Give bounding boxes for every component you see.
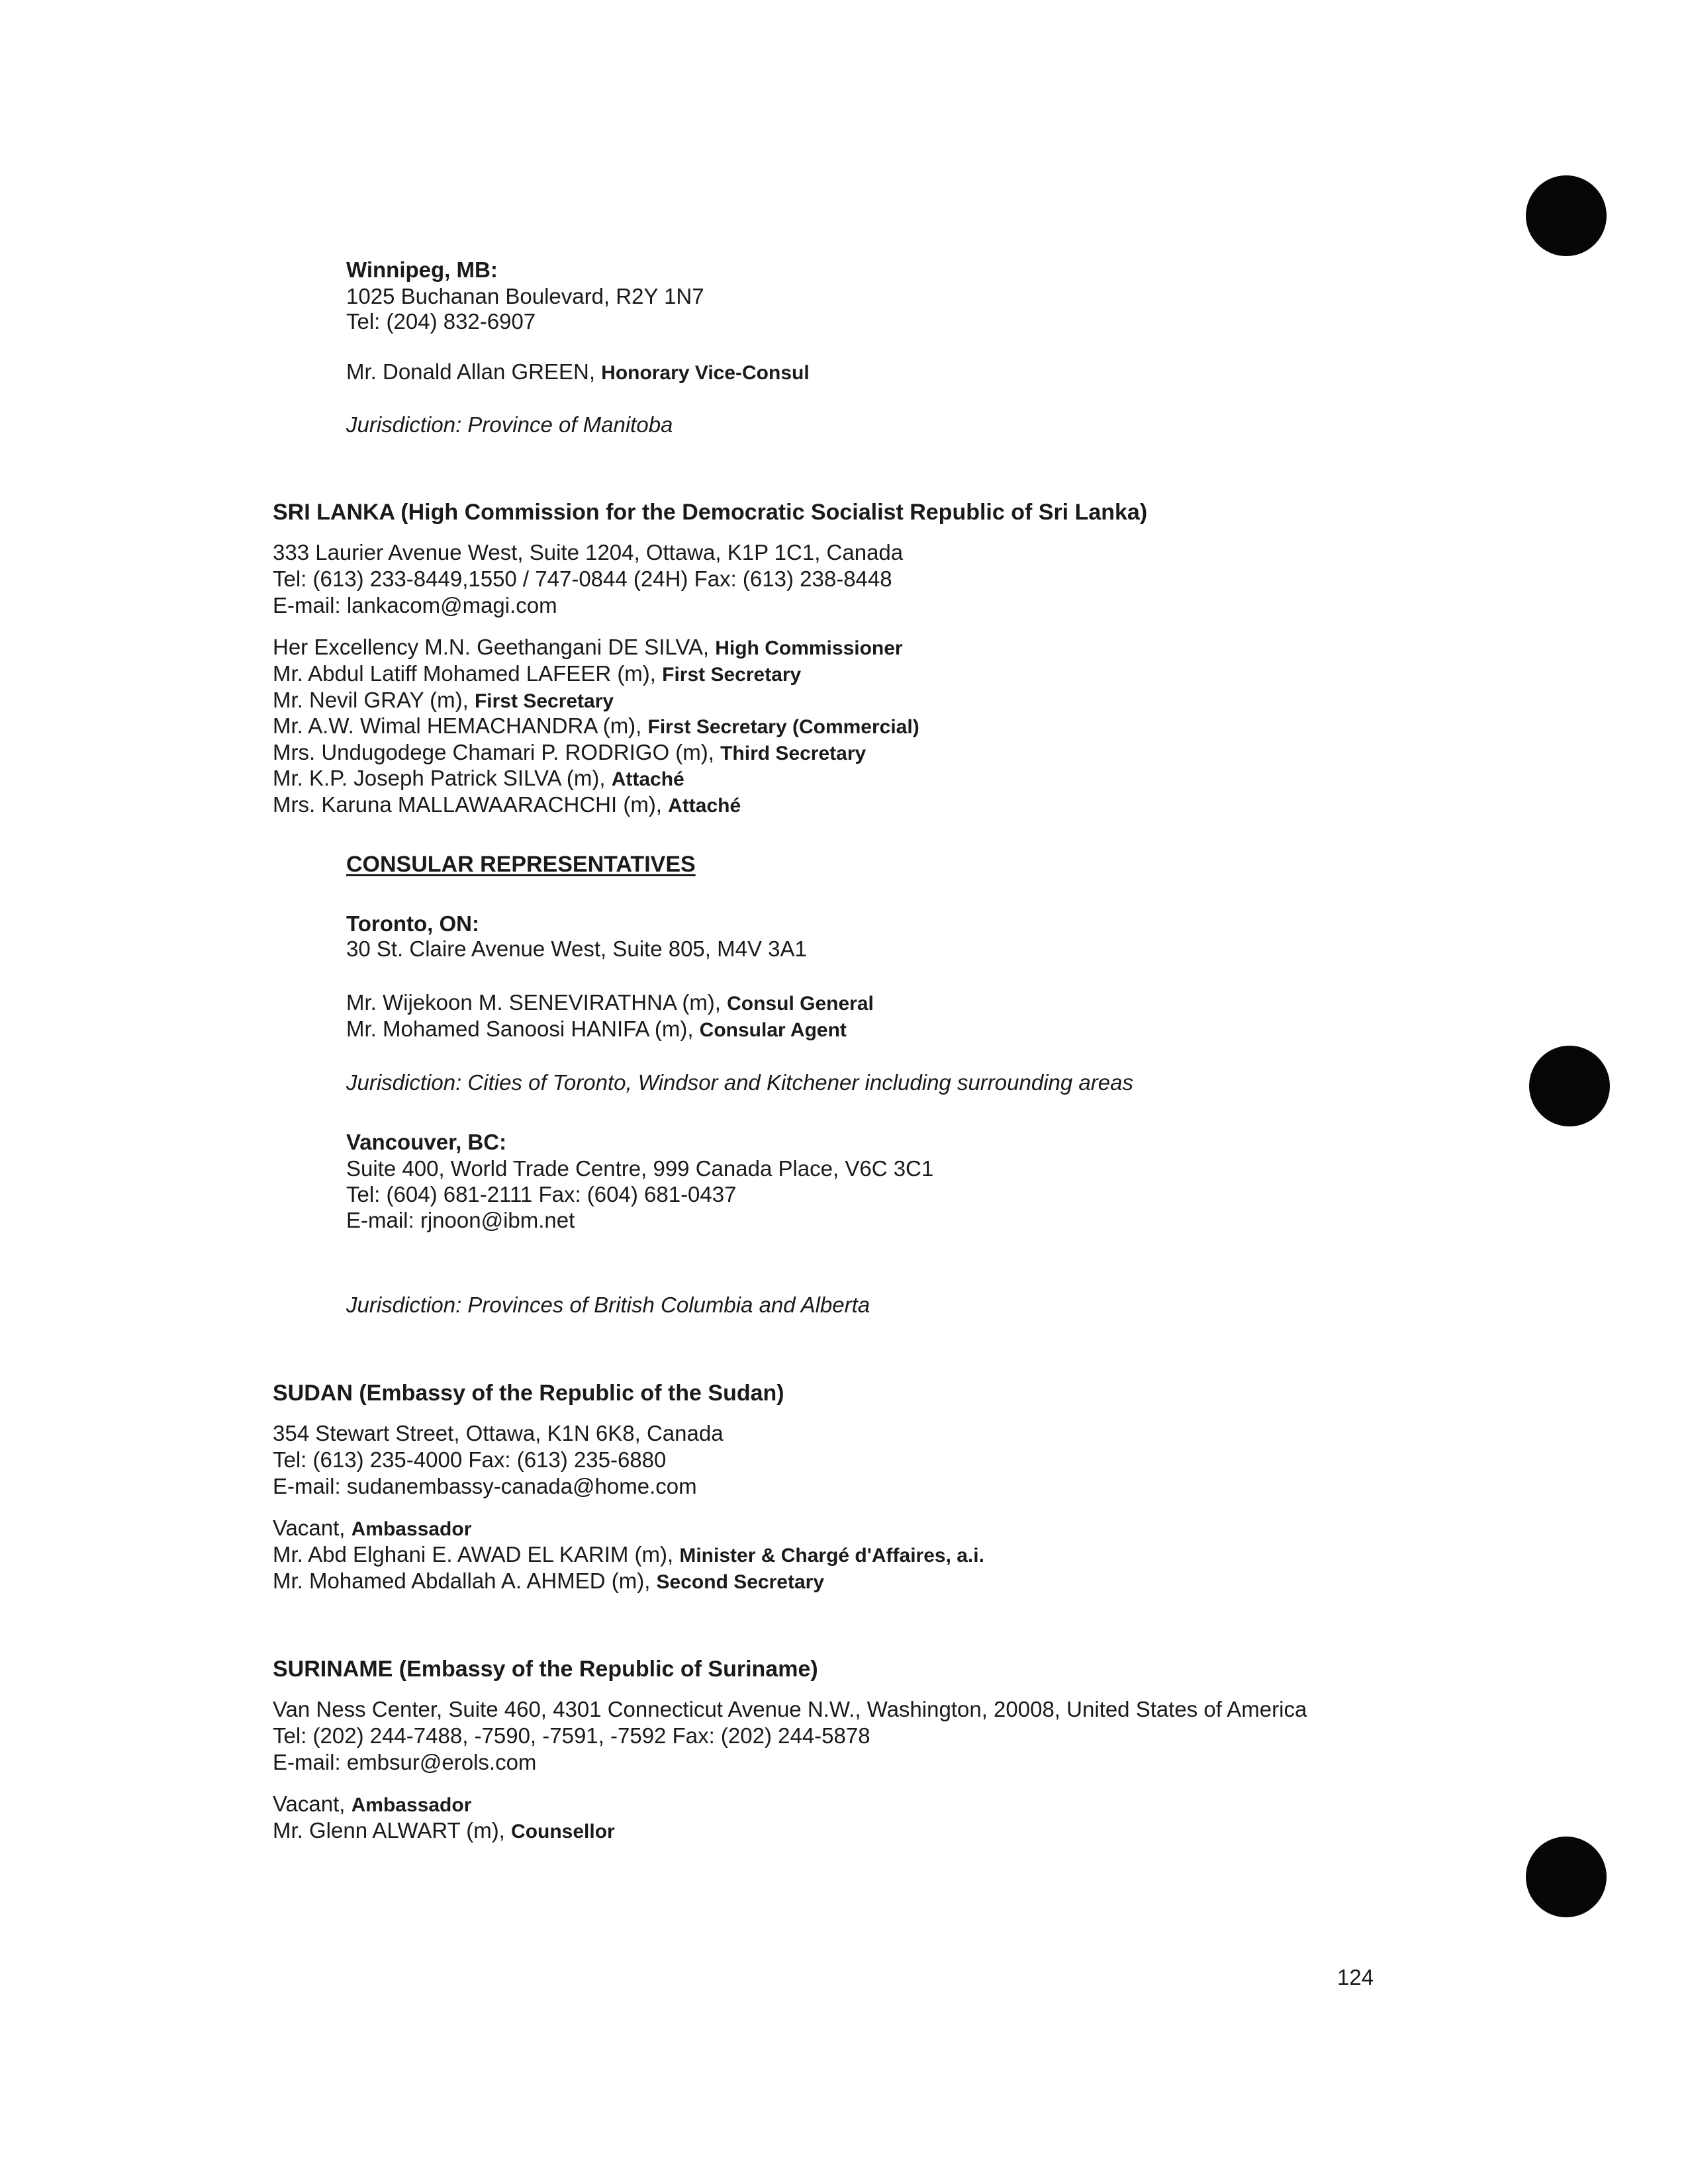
officer-name: Mr. Wijekoon M. SENEVIRATHNA (m), bbox=[346, 990, 727, 1015]
page-number: 124 bbox=[1337, 1965, 1374, 1989]
officer-title: Minister & Chargé d'Affaires, a.i. bbox=[679, 1545, 984, 1567]
officer-title: Honorary Vice-Consul bbox=[601, 362, 810, 384]
vancouver-address: Suite 400, World Trade Centre, 999 Canada Place, V6C 3C1 bbox=[346, 1156, 934, 1181]
sudan-officer bbox=[273, 1568, 824, 1596]
sudan-address: 354 Stewart Street, Ottawa, K1N 6K8, Canada bbox=[273, 1421, 724, 1445]
officer-title: Consul General bbox=[727, 993, 874, 1015]
toronto-heading: Toronto, ON: bbox=[346, 911, 479, 936]
sri-lanka-officer bbox=[273, 739, 866, 767]
officer-name: Mr. Donald Allan GREEN, bbox=[346, 359, 602, 384]
officer-name: Mr. Abdul Latiff Mohamed LAFEER (m), bbox=[273, 661, 663, 686]
winnipeg-tel: Tel: (204) 832-6907 bbox=[346, 309, 536, 334]
sri-lanka-officer bbox=[273, 713, 919, 741]
officer-name: Mr. Glenn ALWART (m), bbox=[273, 1818, 512, 1843]
sri-lanka-address: 333 Laurier Avenue West, Suite 1204, Ottawa, K1P 1C1, Canada bbox=[273, 540, 904, 565]
officer-title: Attaché bbox=[668, 795, 741, 817]
winnipeg-heading: Winnipeg, MB: bbox=[346, 257, 498, 282]
sudan-officer bbox=[273, 1541, 984, 1569]
sudan-heading: SUDAN (Embassy of the Republic of the Sudan) bbox=[273, 1381, 784, 1406]
toronto-address: 30 St. Claire Avenue West, Suite 805, M4V 3A1 bbox=[346, 936, 807, 961]
officer-name: Mr. K.P. Joseph Patrick SILVA (m), bbox=[273, 766, 612, 790]
suriname-officer bbox=[273, 1791, 471, 1819]
officer-title: Consular Agent bbox=[699, 1019, 847, 1041]
officer-title: First Secretary bbox=[474, 690, 614, 712]
sri-lanka-officer bbox=[273, 687, 614, 715]
officer-name: Mrs. Undugodege Chamari P. RODRIGO (m), bbox=[273, 740, 721, 764]
sri-lanka-officer bbox=[273, 660, 801, 688]
sri-lanka-officer bbox=[273, 765, 684, 793]
officer-name: Mr. Mohamed Abdallah A. AHMED (m), bbox=[273, 1569, 657, 1593]
vancouver-email: E-mail: rjnoon@ibm.net bbox=[346, 1208, 575, 1232]
vancouver-heading: Vancouver, BC: bbox=[346, 1130, 507, 1154]
officer-name: Mr. Abd Elghani E. AWAD EL KARIM (m), bbox=[273, 1542, 680, 1567]
officer-name: Vacant, bbox=[273, 1516, 352, 1540]
toronto-jurisdiction: Jurisdiction: Cities of Toronto, Windsor and Kitchener including surrounding areas bbox=[346, 1070, 1133, 1095]
officer-title: Third Secretary bbox=[720, 743, 867, 764]
officer-title: Ambassador bbox=[351, 1518, 472, 1540]
officer-title: Attaché bbox=[611, 768, 684, 790]
sri-lanka-email: E-mail: lankacom@magi.com bbox=[273, 593, 557, 617]
sri-lanka-officer bbox=[273, 634, 903, 662]
officer-name: Vacant, bbox=[273, 1792, 352, 1816]
officer-name: Mrs. Karuna MALLAWAARACHCHI (m), bbox=[273, 792, 669, 817]
toronto-officer bbox=[346, 1016, 847, 1044]
winnipeg-address: 1025 Buchanan Boulevard, R2Y 1N7 bbox=[346, 284, 704, 308]
suriname-heading: SURINAME (Embassy of the Republic of Suriname) bbox=[273, 1657, 818, 1682]
officer-name: Mr. Mohamed Sanoosi HANIFA (m), bbox=[346, 1017, 700, 1041]
suriname-email: E-mail: embsur@erols.com bbox=[273, 1750, 537, 1774]
sudan-tel: Tel: (613) 235-4000 Fax: (613) 235-6880 bbox=[273, 1447, 667, 1472]
consular-representatives-heading: CONSULAR REPRESENTATIVES bbox=[346, 852, 696, 877]
officer-title: Second Secretary bbox=[656, 1571, 825, 1593]
winnipeg-officer bbox=[346, 359, 810, 387]
sri-lanka-heading: SRI LANKA (High Commission for the Democratic Socialist Republic of Sri Lanka) bbox=[273, 500, 1148, 525]
toronto-officer bbox=[346, 989, 874, 1017]
officer-title: Counsellor bbox=[511, 1821, 615, 1843]
punch-hole-bottom bbox=[1526, 1837, 1607, 1917]
officer-name: Her Excellency M.N. Geethangani DE SILVA, bbox=[273, 635, 716, 659]
sri-lanka-officer bbox=[273, 792, 741, 819]
officer-name: Mr. A.W. Wimal HEMACHANDRA (m), bbox=[273, 713, 648, 738]
suriname-address: Van Ness Center, Suite 460, 4301 Connecticut Avenue N.W., Washington, 20008, United States of America bbox=[273, 1697, 1307, 1721]
vancouver-tel: Tel: (604) 681-2111 Fax: (604) 681-0437 bbox=[346, 1182, 737, 1206]
punch-hole-middle bbox=[1529, 1046, 1610, 1126]
suriname-officer bbox=[273, 1817, 615, 1845]
winnipeg-jurisdiction: Jurisdiction: Province of Manitoba bbox=[346, 412, 673, 437]
sri-lanka-tel: Tel: (613) 233-8449,1550 / 747-0844 (24H) Fax: (613) 238-8448 bbox=[273, 567, 892, 591]
vancouver-jurisdiction: Jurisdiction: Provinces of British Columbia and Alberta bbox=[346, 1293, 870, 1317]
officer-title: Ambassador bbox=[351, 1794, 472, 1816]
sudan-email: E-mail: sudanembassy-canada@home.com bbox=[273, 1474, 697, 1498]
officer-title: High Commissioner bbox=[715, 637, 903, 659]
suriname-tel: Tel: (202) 244-7488, -7590, -7591, -7592 Fax: (202) 244-5878 bbox=[273, 1723, 870, 1748]
officer-name: Mr. Nevil GRAY (m), bbox=[273, 688, 475, 712]
sudan-officer bbox=[273, 1515, 471, 1543]
officer-title: First Secretary bbox=[662, 664, 802, 686]
punch-hole-top bbox=[1526, 175, 1607, 256]
officer-title: First Secretary (Commercial) bbox=[647, 716, 919, 738]
